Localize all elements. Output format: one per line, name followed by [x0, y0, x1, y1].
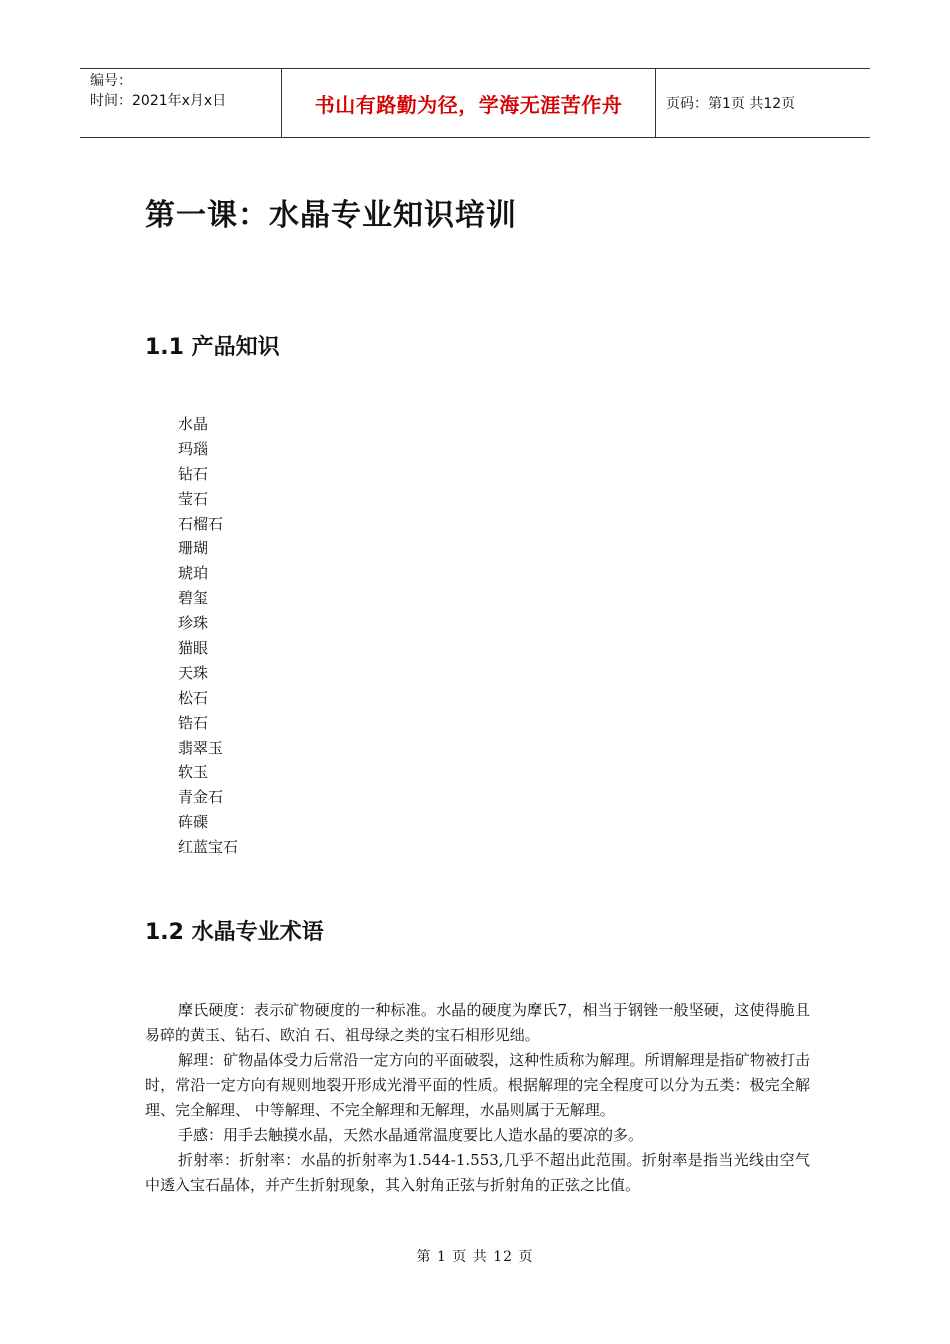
- footer-page-number: 第 1 页 共 12 页: [416, 1249, 534, 1265]
- page-header: [80, 68, 870, 138]
- list-item: 松石: [178, 688, 209, 707]
- terminology-body: [145, 998, 810, 1198]
- paragraph-touch: 手感：用手去触摸水晶，天然水晶通常温度要比人造水晶的要凉的多。: [178, 1126, 644, 1144]
- list-item: 青金石: [178, 788, 224, 807]
- list-item: 翡翠玉: [178, 738, 224, 757]
- product-list: [178, 412, 238, 860]
- paragraph-hardness: 摩氏硬度：表示矿物硬度的一种标准。水晶的硬度为摩氏7，相当于钢锉一般坚硬，这使得脆且易碎的黄玉、钻石、欧泊 石、祖母绿之类的宝石相形见绌。: [145, 1001, 810, 1044]
- paragraph-refractive-index: 折射率：折射率：水晶的折射率为1.544-1.553,几乎不超出此范围。折射率是指当光线由空气中透入宝石晶体，并产生折射现象，其入射角正弦与折射角的正弦之比值。: [145, 1151, 810, 1194]
- header-motto-cell: [282, 69, 656, 137]
- list-item: 石榴石: [178, 514, 224, 533]
- list-item: 莹石: [178, 489, 209, 508]
- header-page-info-cell: [656, 69, 870, 137]
- document-time-label: 时间：2021年x月x日: [90, 93, 227, 109]
- page-footer: [0, 1246, 950, 1266]
- header-meta: [80, 69, 282, 137]
- list-item: 琥珀: [178, 564, 209, 583]
- list-item: 软玉: [178, 763, 209, 782]
- list-item: 钻石: [178, 464, 209, 483]
- list-item: 天珠: [178, 663, 209, 682]
- document-code-label: 编号：: [90, 73, 132, 89]
- list-item: 砗磲: [178, 813, 209, 832]
- list-item: 红蓝宝石: [178, 838, 239, 857]
- section-heading-terminology: 1.2 水晶专业术语: [145, 920, 324, 945]
- list-item: 锆石: [178, 713, 209, 732]
- list-item: 珍珠: [178, 614, 209, 633]
- section-heading-product-knowledge: 1.1 产品知识: [145, 335, 280, 360]
- header-motto: 书山有路勤为径，学海无涯苦作舟: [314, 92, 623, 117]
- document-title: 第一课：水晶专业知识培训: [145, 198, 517, 233]
- list-item: 玛瑙: [178, 439, 209, 458]
- list-item: 猫眼: [178, 639, 209, 658]
- paragraph-cleavage: 解理：矿物晶体受力后常沿一定方向的平面破裂，这种性质称为解理。所谓解理是指矿物被打击时，常沿一定方向有规则地裂开形成光滑平面的性质。根据解理的完全程度可以分为五类：极完全解理、完全解理、 中等解理、不完全解理和无解理，水晶则属于无解理。: [145, 1051, 810, 1119]
- header-page-info: 页码：第1页 共12页: [666, 96, 796, 112]
- list-item: 珊瑚: [178, 539, 209, 558]
- list-item: 碧玺: [178, 589, 209, 608]
- list-item: 水晶: [178, 415, 209, 433]
